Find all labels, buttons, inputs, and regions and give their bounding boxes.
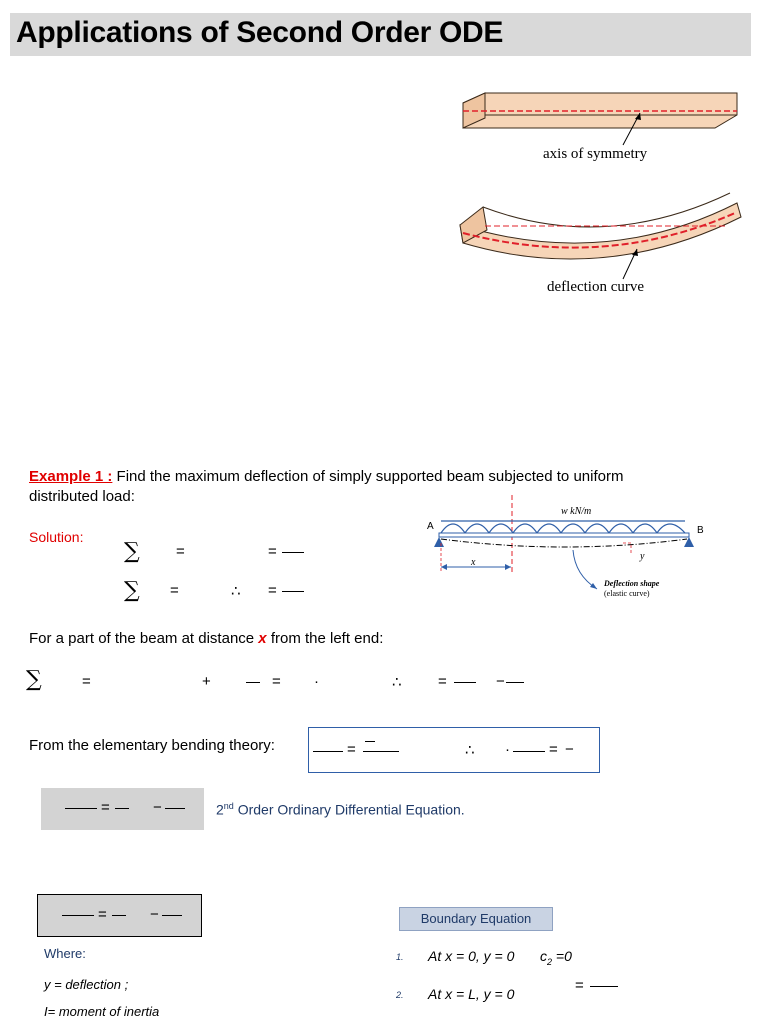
sigma-symbol: ∑ bbox=[124, 539, 140, 564]
equals-sign: = bbox=[549, 741, 558, 758]
x-label: x bbox=[471, 557, 476, 568]
fraction-bar bbox=[62, 915, 94, 916]
ode-equation-box-2 bbox=[37, 894, 202, 937]
sigma-symbol: ∑ bbox=[124, 578, 140, 603]
ode-label: Order Ordinary Differential Equation. bbox=[237, 801, 465, 818]
solution-label: Solution: bbox=[29, 529, 84, 545]
example-label: Example 1 : bbox=[29, 468, 113, 485]
dot-symbol: · bbox=[314, 673, 319, 690]
support-b-label: B bbox=[697, 525, 704, 536]
definition-deflection: y = deflection ; bbox=[44, 977, 129, 992]
boundary-equation-title: Boundary Equation bbox=[399, 907, 553, 931]
ode-equation-box bbox=[41, 788, 204, 830]
dot-symbol: · bbox=[505, 741, 510, 758]
definition-moment-inertia: I= moment of inertia bbox=[44, 1004, 160, 1019]
constant-value: =0 bbox=[552, 948, 572, 964]
equals-sign: = bbox=[82, 673, 91, 690]
therefore-symbol: ∴ bbox=[392, 674, 402, 691]
deflected-beam bbox=[460, 203, 741, 259]
constant-subscript: 2 bbox=[547, 956, 553, 967]
fraction-bar bbox=[363, 751, 399, 752]
equals-sign: = bbox=[347, 741, 356, 758]
example-text-line1: Find the maximum deflection of simply supported beam subjected to uniform bbox=[116, 468, 624, 485]
order-number: 2 bbox=[216, 801, 224, 818]
fraction-bar bbox=[590, 986, 618, 987]
example-statement bbox=[29, 468, 623, 485]
sigma-symbol: ∑ bbox=[26, 667, 42, 692]
bc2-number: 2. bbox=[396, 990, 404, 1000]
where-label: Where: bbox=[44, 946, 86, 961]
equals-sign: = bbox=[268, 582, 277, 599]
axis-of-symmetry-label: axis of symmetry bbox=[543, 146, 648, 162]
distributed-load-arcs bbox=[441, 521, 685, 533]
part-variable: x bbox=[258, 630, 267, 647]
fraction-bar bbox=[506, 682, 524, 683]
fraction-bar bbox=[365, 741, 375, 742]
support-a bbox=[434, 537, 444, 547]
elastic-curve-caption: (elastic curve) bbox=[604, 589, 650, 598]
minus-sign: − bbox=[496, 673, 505, 690]
part-suffix: from the left end: bbox=[270, 630, 384, 647]
example-text-line2: distributed load: bbox=[29, 488, 135, 505]
plus-sign: + bbox=[202, 673, 211, 690]
fraction-bar bbox=[282, 552, 304, 553]
fraction-bar bbox=[65, 808, 97, 809]
boundary-condition-1-constant bbox=[540, 948, 572, 967]
equals-sign: = bbox=[170, 582, 179, 599]
part-of-beam-text bbox=[29, 630, 383, 647]
constant-c: c bbox=[540, 948, 547, 964]
elastic-curve bbox=[441, 539, 687, 547]
ode-description bbox=[216, 801, 465, 818]
beam-deflection-figure bbox=[455, 85, 755, 305]
part-prefix: For a part of the beam at distance bbox=[29, 630, 255, 647]
bending-equation-box bbox=[308, 727, 600, 773]
order-superscript: nd bbox=[223, 801, 234, 811]
equals-sign: = bbox=[438, 673, 447, 690]
fraction-bar bbox=[112, 915, 126, 916]
minus-sign: − bbox=[565, 741, 574, 758]
fraction-bar bbox=[162, 915, 182, 916]
equals-sign: = bbox=[272, 673, 281, 690]
support-a-label: A bbox=[427, 521, 434, 532]
boundary-condition-1: At x = 0, y = 0 bbox=[428, 948, 515, 964]
minus-sign: − bbox=[153, 799, 162, 816]
fraction-bar bbox=[513, 751, 545, 752]
equals-sign: = bbox=[268, 543, 277, 560]
fraction-bar bbox=[454, 682, 476, 683]
beam-body bbox=[439, 533, 689, 537]
therefore-symbol: ∴ bbox=[231, 583, 241, 600]
page-title: Applications of Second Order ODE bbox=[16, 16, 504, 49]
fraction-bar bbox=[115, 808, 129, 809]
bc1-number: 1. bbox=[396, 952, 404, 962]
equals-sign: = bbox=[575, 977, 584, 994]
caption-pointer bbox=[573, 550, 597, 589]
fraction-bar bbox=[165, 808, 185, 809]
fraction-bar bbox=[246, 682, 260, 683]
boundary-condition-2: At x = L, y = 0 bbox=[428, 986, 515, 1002]
fraction-bar bbox=[313, 751, 343, 752]
equals-sign: = bbox=[101, 799, 110, 816]
load-label: w kN/m bbox=[561, 506, 592, 517]
equals-sign: = bbox=[98, 906, 107, 923]
deflection-curve-label: deflection curve bbox=[547, 279, 645, 295]
deflection-shape-caption: Deflection shape bbox=[604, 579, 660, 588]
bending-theory-text: From the elementary bending theory: bbox=[29, 737, 275, 754]
y-label: y bbox=[640, 551, 645, 562]
support-b bbox=[684, 537, 694, 547]
therefore-symbol: ∴ bbox=[465, 742, 475, 759]
equals-sign: = bbox=[176, 543, 185, 560]
fraction-bar bbox=[282, 591, 304, 592]
minus-sign: − bbox=[150, 906, 159, 923]
